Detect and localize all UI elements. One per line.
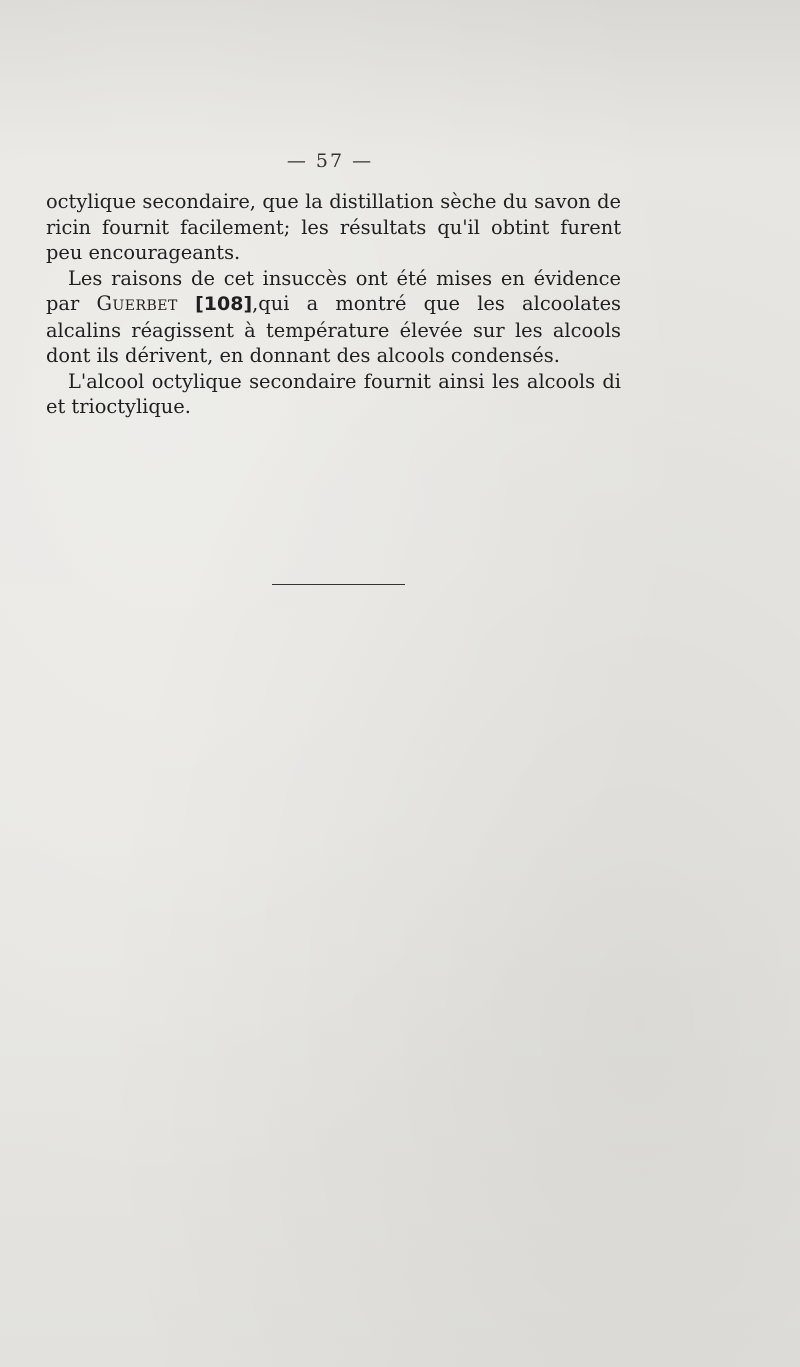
body-text (46, 189, 621, 420)
reference-number: [108] (195, 293, 253, 315)
paragraph-1: octylique secondaire, que la distillation sèche du savon de ricin fournit facilement; les résultats qu'il obtint furent peu encourageants. (46, 190, 621, 264)
end-rule (272, 584, 405, 585)
paragraph-3: L'alcool octylique secondaire fournit ainsi les alcools di et trioctylique. (46, 369, 621, 418)
paragraph-2 (46, 266, 621, 369)
paragraph-2-end: ,qui a montré que les alcoolates alcalins réagissent à température élevée sur les alcools dont ils dérivent, en donnant des alcools condensés. (46, 292, 622, 367)
page-number: — 57 — (286, 150, 374, 172)
author-name: Guerbet (96, 292, 178, 315)
paragraph-2-start: Les raisons de cet insuccès ont été mises en évidence par (46, 266, 621, 315)
